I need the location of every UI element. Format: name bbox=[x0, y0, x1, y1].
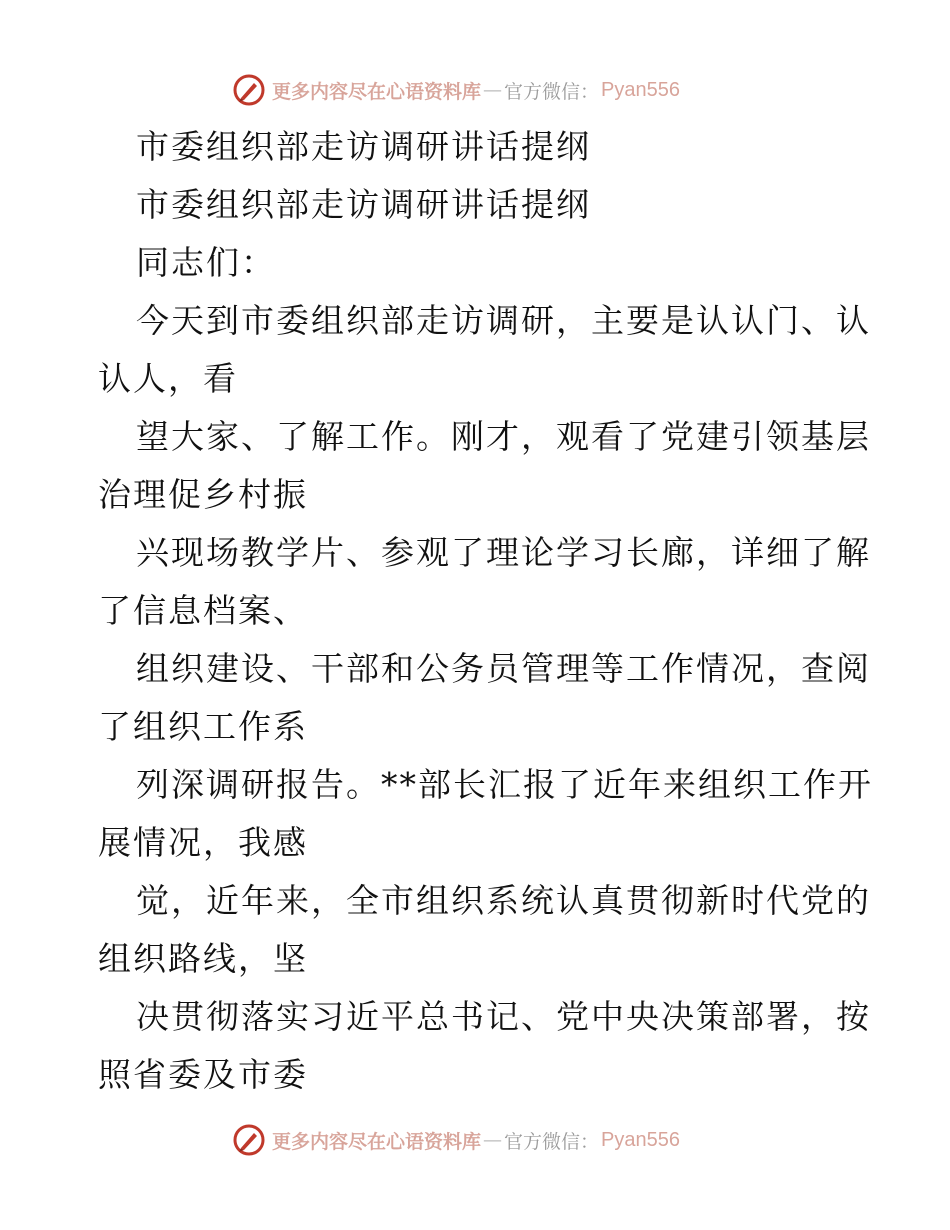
watermark-wechat-label: 官方微信： bbox=[504, 1130, 600, 1153]
paragraph-line: 觉，近年来，全市组织系统认真贯彻新时代党的 bbox=[136, 881, 871, 920]
paragraph-line: 今天到市委组织部走访调研，主要是认认门、认 bbox=[136, 301, 871, 340]
paragraph-line: 认人，看 bbox=[98, 359, 238, 398]
paragraph-line: 展情况，我感 bbox=[98, 823, 308, 862]
watermark-site-text: 更多内容尽在心语资料库 bbox=[272, 1130, 482, 1153]
document-subtitle: 市委组织部走访调研讲话提纲 bbox=[136, 185, 591, 224]
header-watermark bbox=[232, 72, 680, 108]
watermark-site-text: 更多内容尽在心语资料库 bbox=[272, 80, 482, 103]
paragraph-line: 照省委及市委 bbox=[98, 1055, 308, 1094]
pen-logo-icon bbox=[232, 73, 266, 107]
paragraph-line: 组织建设、干部和公务员管理等工作情况，查阅 bbox=[136, 649, 871, 688]
watermark-wechat-id: Pyan556 bbox=[601, 1128, 680, 1151]
pen-logo-icon bbox=[232, 1123, 266, 1157]
paragraph-line: 望大家、了解工作。刚才，观看了党建引领基层 bbox=[136, 417, 871, 456]
paragraph-line: 治理促乡村振 bbox=[98, 475, 308, 514]
paragraph-line: 列深调研报告。**部长汇报了近年来组织工作开 bbox=[136, 765, 873, 804]
watermark-wechat-label: 官方微信： bbox=[504, 80, 600, 103]
watermark-dash: — bbox=[483, 79, 503, 101]
salutation: 同志们： bbox=[136, 243, 276, 282]
footer-watermark bbox=[232, 1122, 680, 1158]
paragraph-line: 了组织工作系 bbox=[98, 707, 308, 746]
paragraph-line: 组织路线，坚 bbox=[98, 939, 308, 978]
paragraph-line: 了信息档案、 bbox=[98, 591, 308, 630]
paragraph-line: 决贯彻落实习近平总书记、党中央决策部署，按 bbox=[136, 997, 871, 1036]
document-title: 市委组织部走访调研讲话提纲 bbox=[136, 127, 591, 166]
paragraph-line: 兴现场教学片、参观了理论学习长廊，详细了解 bbox=[136, 533, 871, 572]
watermark-wechat-id: Pyan556 bbox=[601, 78, 680, 101]
watermark-dash: — bbox=[483, 1129, 503, 1151]
